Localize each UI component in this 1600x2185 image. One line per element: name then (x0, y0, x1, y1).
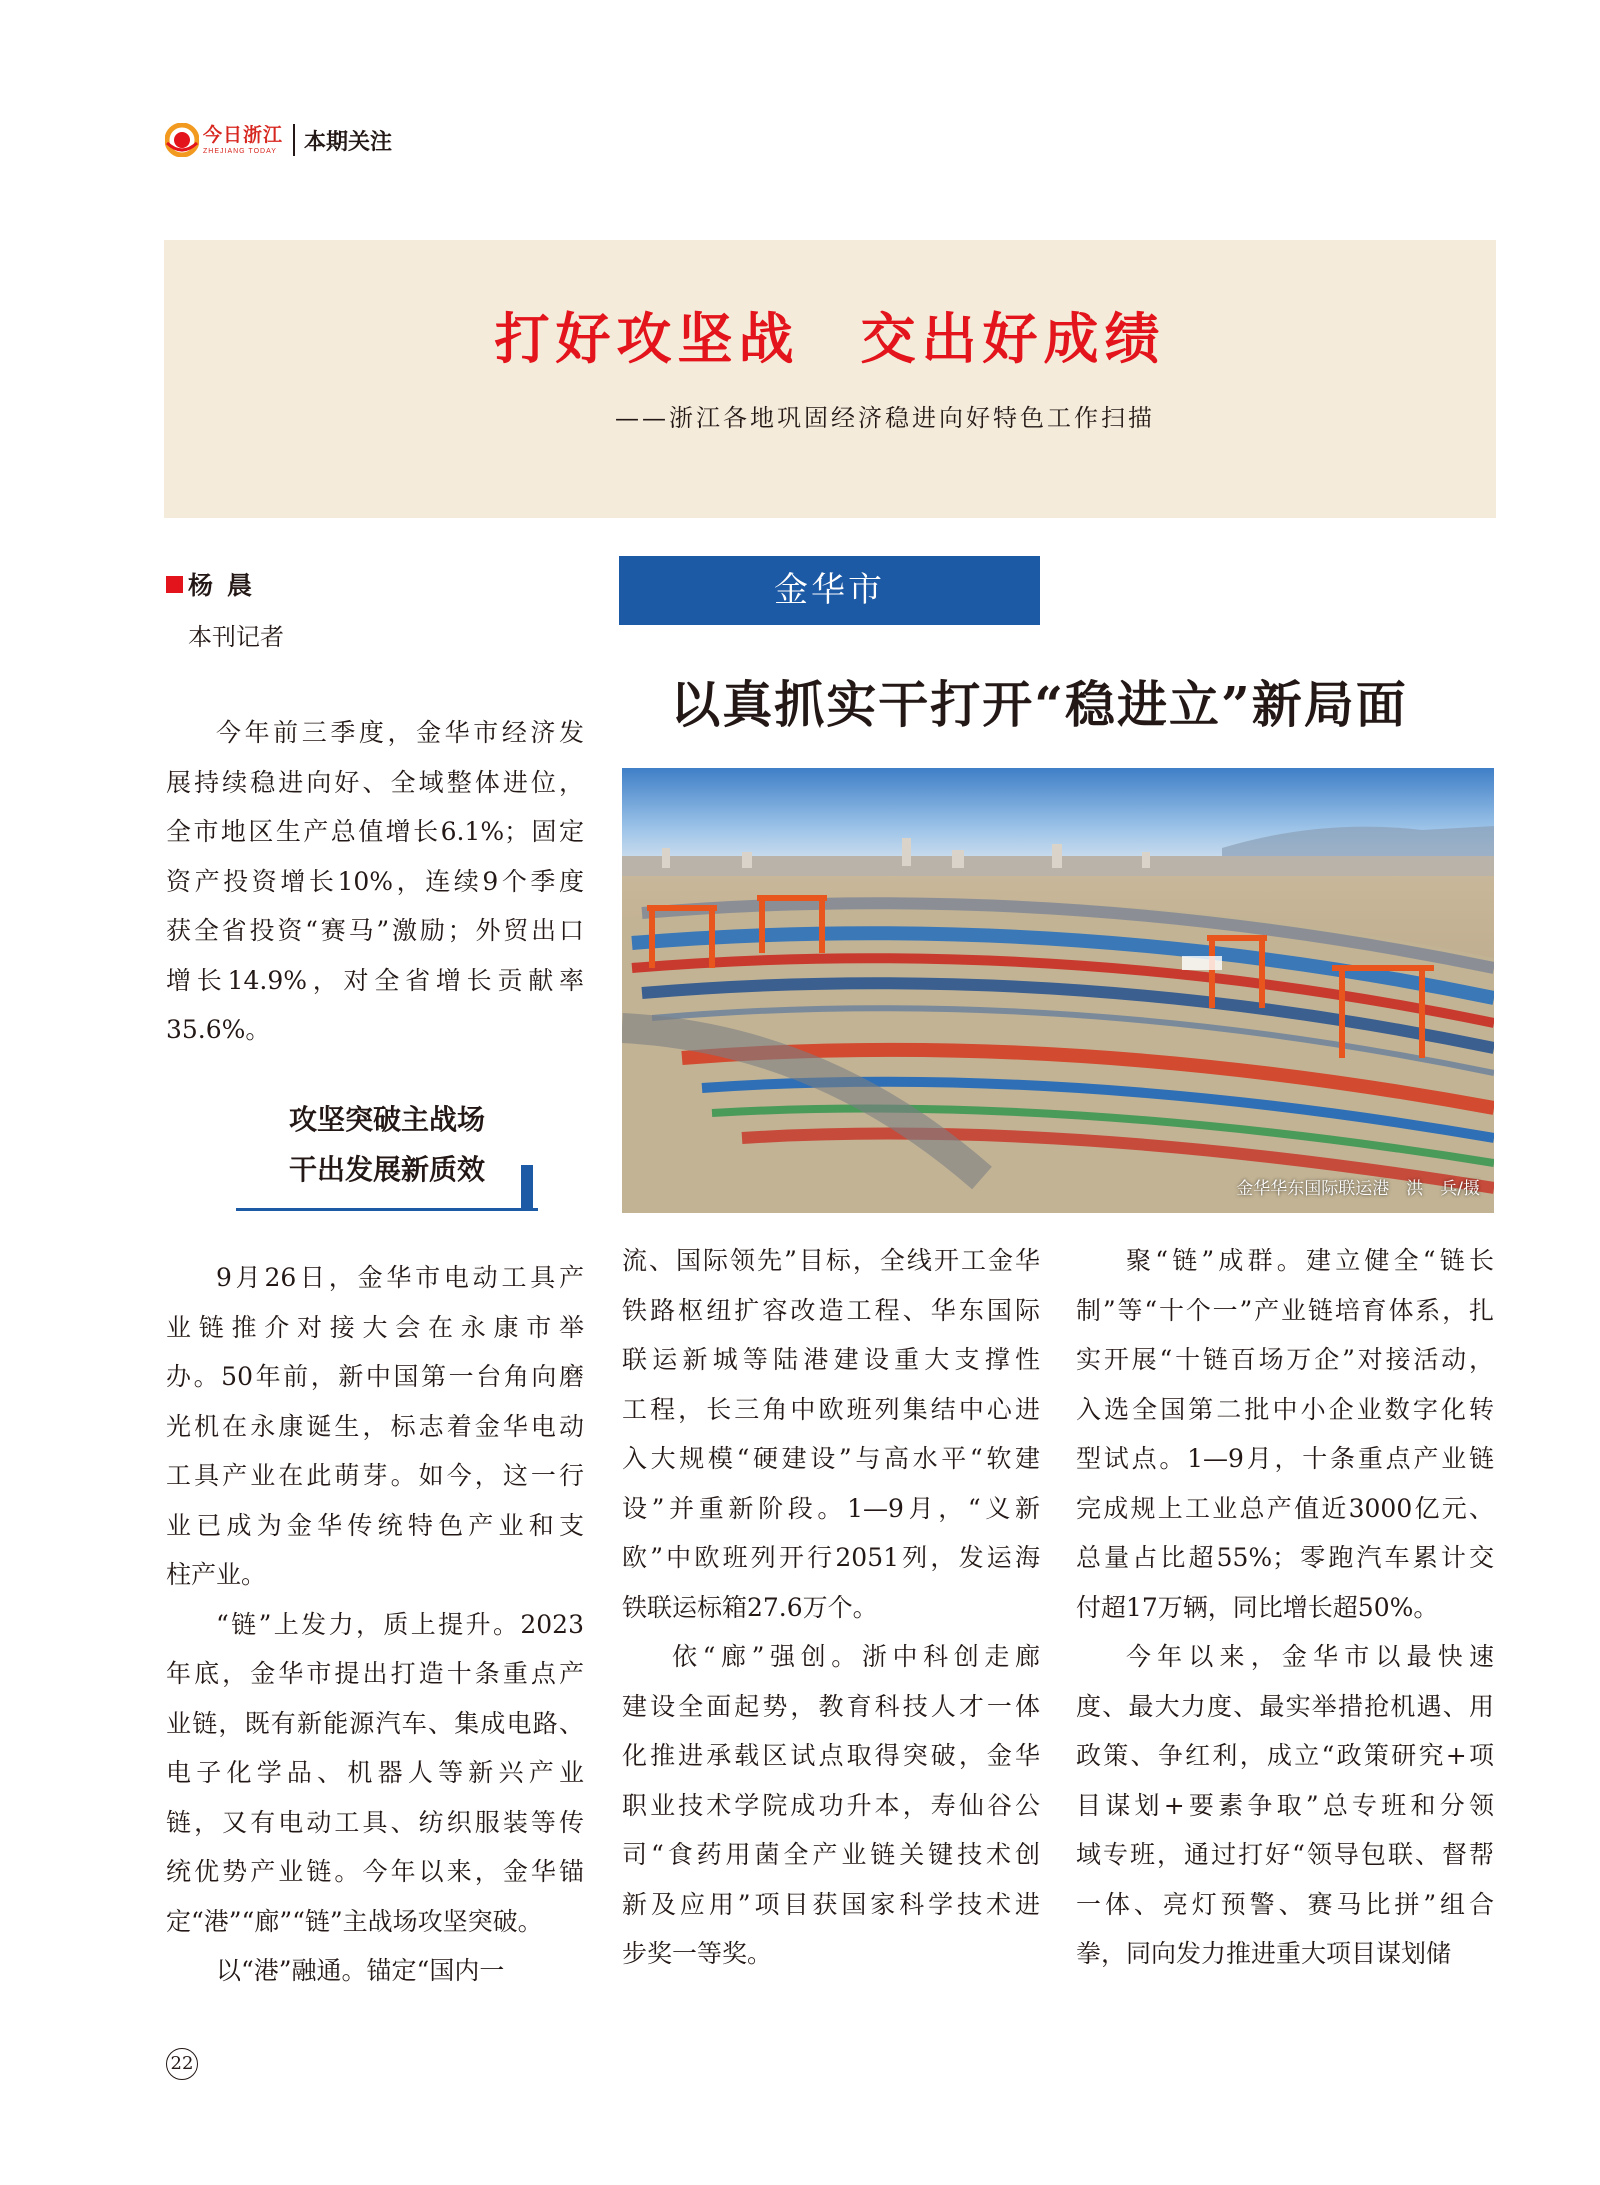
text-line: 实开展“十链百场万企”对接活动， (1076, 1345, 1494, 1374)
text-line: 展持续稳进向好、全域整体进位， (166, 767, 584, 797)
text-line: 办。50年前，新中国第一台角向磨 (166, 1362, 584, 1391)
text-line: 今年以来，金华市以最快速 (1126, 1642, 1494, 1671)
text-line: 全市地区生产总值增长6.1%；固定 (166, 817, 584, 846)
text-line: 以“港”融通。锚定“国内一 (216, 1956, 505, 1985)
text-line: 年底，金华市提出打造十条重点产 (166, 1659, 584, 1688)
subheading-line-2: 干出发展新质效 (288, 1153, 485, 1186)
text-line: 铁路枢纽扩容改造工程、华东国际 (622, 1295, 1040, 1325)
feature-title: 打好攻坚战 交出好成绩 (494, 307, 1166, 371)
text-line: 统优势产业链。今年以来，金华锚 (166, 1857, 584, 1886)
author-name: 杨晨 (188, 571, 267, 600)
feature-banner (164, 240, 1496, 518)
text-line: 域专班，通过打好“领导包联、督帮 (1076, 1840, 1494, 1869)
column-1-body (166, 1253, 584, 1996)
column-2-body (622, 1236, 1040, 1979)
red-square-marker (166, 576, 183, 593)
text-line: 制”等“十个一”产业链培育体系，扎 (1076, 1295, 1494, 1325)
text-line: 增长14.9%，对全省增长贡献率 (166, 965, 584, 995)
text-line: 付超17万辆，同比增长超50%。 (1076, 1592, 1439, 1622)
text-line: 度、最大力度、最实举措抢机遇、用 (1076, 1691, 1494, 1721)
text-line: 电子化学品、机器人等新兴产业 (166, 1758, 584, 1787)
text-line: 入大规模“硬建设”与高水平“软建 (622, 1444, 1040, 1473)
paragraph (1076, 1236, 1494, 1632)
text-line: 总量占比超55%；零跑汽车累计交 (1076, 1543, 1494, 1572)
subheading-accent-bar (521, 1165, 533, 1210)
text-line: 一体、亮灯预警、赛马比拼”组合 (1076, 1889, 1494, 1919)
page-number: 22 (166, 2048, 198, 2080)
text-line: 资产投资增长10%，连续9个季度 (166, 866, 584, 896)
text-line: 业已成为金华传统特色产业和支 (166, 1510, 584, 1540)
text-line: 定“港”“廊”“链”主战场攻坚突破。 (166, 1906, 543, 1936)
paragraph (166, 1253, 584, 1600)
subheading-underline (236, 1208, 538, 1211)
text-line: 欧”中欧班列开行2051列，发运海 (622, 1543, 1040, 1572)
logo-english: ZHEJIANG TODAY (203, 147, 277, 155)
paragraph (166, 708, 584, 1055)
text-line: 拳，同向发力推进重大项目谋划储 (1076, 1939, 1452, 1968)
text-line: 获全省投资“赛马”激励；外贸出口 (166, 916, 584, 945)
text-line: 光机在永康诞生，标志着金华电动 (166, 1411, 584, 1441)
port-photo (622, 768, 1494, 1213)
article-title: 以真抓实干打开“稳进立”新局面 (670, 675, 1408, 734)
header-divider (293, 124, 295, 156)
text-line: 建设全面起势，教育科技人才一体 (622, 1691, 1040, 1721)
subheading-box (236, 1095, 538, 1195)
logo-chinese: 今日浙江 (203, 123, 284, 146)
port-photo-illustration (622, 768, 1494, 1213)
text-line: 工具产业在此萌芽。如今，这一行 (166, 1461, 584, 1490)
subheading-line-1: 攻坚突破主战场 (288, 1103, 485, 1136)
city-tag: 金华市 (619, 556, 1040, 625)
text-line: “链”上发力，质上提升。2023 (216, 1609, 584, 1639)
text-line: 聚“链”成群。建立健全“链长 (1126, 1246, 1494, 1275)
feature-subtitle: ——浙江各地巩固经济稳进向好特色工作扫描 (615, 404, 1155, 432)
paragraph (622, 1236, 1040, 1632)
zhejiang-today-logo-icon (165, 123, 199, 157)
text-line: 入选全国第二批中小企业数字化转 (1076, 1394, 1494, 1424)
column-3-body (1076, 1236, 1494, 1979)
section-label: 本期关注 (304, 129, 393, 155)
logo-text (203, 123, 284, 155)
author-role: 本刊记者 (188, 623, 284, 651)
paragraph (1076, 1632, 1494, 1979)
text-line: 目谋划+要素争取”总专班和分领 (1076, 1790, 1494, 1820)
paragraph (166, 1946, 584, 1996)
text-line: 司“食药用菌全产业链关键技术创 (622, 1840, 1040, 1869)
text-line: 步奖一等奖。 (622, 1939, 773, 1968)
text-line: 设”并重新阶段。1—9月，“义新 (622, 1493, 1040, 1523)
text-line: 业链，既有新能源汽车、集成电路、 (166, 1708, 584, 1738)
text-line: 9月26日，金华市电动工具产 (216, 1263, 584, 1292)
text-line: 柱产业。 (166, 1560, 267, 1589)
text-line: 政策、争红利，成立“政策研究+项 (1076, 1741, 1494, 1770)
text-line: 今年前三季度，金华市经济发 (216, 718, 584, 747)
text-line: 联运新城等陆港建设重大支撑性 (622, 1345, 1040, 1374)
text-line: 铁联运标箱27.6万个。 (622, 1592, 878, 1622)
paragraph (622, 1632, 1040, 1979)
text-line: 型试点。1—9月，十条重点产业链 (1076, 1444, 1494, 1473)
masthead (165, 120, 392, 160)
text-line: 完成规上工业总产值近3000亿元、 (1076, 1493, 1494, 1523)
text-line: 35.6%。 (166, 1015, 271, 1044)
paragraph (166, 1600, 584, 1947)
text-line: 新及应用”项目获国家科学技术进 (622, 1889, 1040, 1919)
byline (166, 566, 266, 602)
text-line: 流、国际领先”目标，全线开工金华 (622, 1246, 1040, 1275)
text-line: 工程，长三角中欧班列集结中心进 (622, 1394, 1040, 1424)
column-1-intro (166, 708, 584, 1055)
photo-caption: 金华华东国际联运港 洪 兵/摄 (1236, 1179, 1480, 1199)
text-line: 化推进承载区试点取得突破，金华 (622, 1741, 1040, 1770)
text-line: 链，又有电动工具、纺织服装等传 (166, 1807, 584, 1837)
text-line: 业链推介对接大会在永康市举 (166, 1312, 584, 1342)
text-line: 依“廊”强创。浙中科创走廊 (672, 1642, 1040, 1671)
text-line: 职业技术学院成功升本，寿仙谷公 (622, 1790, 1040, 1820)
